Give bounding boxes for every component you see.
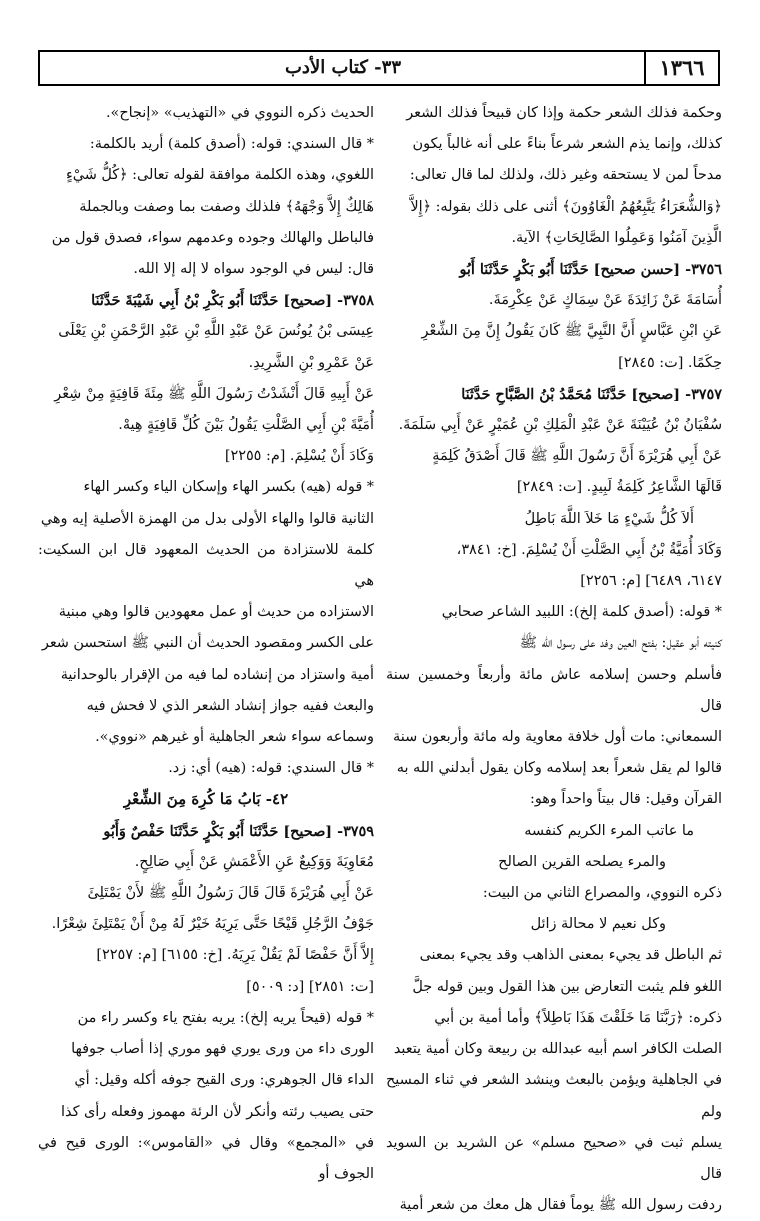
page-header [38, 50, 720, 86]
hadith-text-line: عَنْ عَمْرِو بْنِ الشَّرِيدِ. [248, 354, 374, 371]
commentary-line: قال: ليس في الوجود سواه لا إله إلا الله. [133, 261, 374, 278]
chapter-heading: ٤٢- بَابُ مَا كُرِهَ مِنَ الشِّعْرِ [123, 790, 289, 809]
book-title: ٣٣- كتاب الأدب [284, 57, 401, 78]
hadith-text-line: أُمَيَّةَ بْنِ أَبِي الصَّلْتِ يَقُولُ بَيْنَ كُلِّ قَافِيَةٍ هِيهْ. [118, 417, 374, 434]
commentary-line: الثانية قالوا والهاء الأولى بدل من الهمزة الأصلية إيه وهي [40, 510, 374, 527]
poem-verse: أَلاَ كُلُّ شَيْءٍ مَا خَلاَ اللَّهَ بَاطِلُ [524, 510, 694, 527]
hadith-reference: ٦١٤٧، ٦٤٨٩] [م: ٢٢٥٦] [580, 573, 722, 590]
hadith-text-line: عَنِ ابْنِ عَبَّاسٍ أَنَّ النَّبِيَّ ﷺ كَانَ يَقُولُ إِنَّ مِنَ الشِّعْرِ [421, 323, 722, 340]
commentary-line: ثم الباطل قد يجيء بمعنى الذاهب وقد يجيء بمعنى [419, 947, 722, 964]
poem-verse: ما عاتب المرء الكريم كنفسه [524, 822, 694, 839]
commentary-line: أمية واستزاد من إنشاده لما فيه من الإقرار بالوحدانية [60, 666, 374, 683]
commentary-line: * قوله (هيه) بكسر الهاء وإسكان الياء وكسر الهاء [83, 479, 374, 496]
poem-verse: والمرء يصلحه القرين الصالح [498, 853, 666, 870]
hadith-reference: [ت: ٢٨٥١] [د: ٥٠٠٩] [246, 978, 374, 995]
hadith-reference: قَالَهَا الشَّاعِرُ كَلِمَةُ لَبِيدٍ. [ت: ٢٨٤٩] [516, 479, 722, 496]
hadith-text-line: جَوْفُ الرَّجُلِ قَيْحًا حَتَّى يَرِيَهُ خَيْرٌ لَهُ مِنْ أَنْ يَمْتَلِئَ شِعْرًا. [51, 916, 374, 933]
commentary-line: قالوا لم يقل شعراً بعد إسلامه وكان يقول أبدلني الله به [396, 760, 722, 777]
commentary-line: * قوله: (أصدق كلمة إلخ): اللبيد الشاعر صحابي [441, 604, 722, 621]
commentary-line: على الكسر ومقصود الحديث أن النبي ﷺ استحسن شعر [41, 635, 374, 652]
commentary-line: * قوله (قيحاً يريه إلخ): يريه بفتح ياء وكسر راء من [77, 1009, 374, 1026]
hadith-reference: وَكَادَ أَنْ يُسْلِمَ. [م: ٢٢٥٥] [224, 448, 374, 465]
commentary-line: الصلت الكافر اسم أبيه عبدالله بن ربيعة وكان أمية يتعبد [393, 1041, 722, 1058]
commentary-line: ذكره: ﴿رَبَّنَا مَا خَلَقْتَ هَذَا بَاطِلاً﴾ وأما أمية بن أبي [434, 1009, 722, 1026]
commentary-line: * قال السندي: قوله: (هيه) أي: زد. [168, 760, 374, 777]
commentary-line: فالباطل والهالك وجوده وعدمهم سواء، فصدق قول من [51, 229, 374, 246]
hadith-text-line: عَنْ أَبِيهِ قَالَ أَنْشَدْتُ رَسُولَ اللَّهِ ﷺ مِئَةَ قَافِيَةٍ مِنْ شِعْرِ [54, 385, 374, 402]
text-line: كذلك، وإنما يذم الشعر شرعاً بناءً على أنه غالباً يكون [412, 136, 722, 153]
commentary-line: هَالِكٌ إِلاَّ وَجْهَهُ﴾ فلذلك وصفت بما وصفت وبالجملة [79, 198, 374, 215]
text-line: وحكمة فذلك الشعر حكمة وإذا كان قبيحاً فذلك الشعر [406, 105, 722, 121]
commentary-line: القرآن وقيل: قال بيتاً واحداً وهو: [530, 791, 722, 808]
page-number: ١٣٦٦ [644, 52, 718, 84]
commentary-line: والبعث ففيه جواز إنشاد الشعر الذي لا فحش فيه [86, 697, 374, 714]
hadith-text-line: وَكَادَ أُمَيَّةُ بْنُ أَبِي الصَّلْتِ أَنْ يُسْلِمَ. [خ: ٣٨٤١، [456, 541, 722, 558]
commentary-line: في الجاهلية ويؤمن بالبعث وينشد الشعر في ثناء المسيح ولم [386, 1072, 722, 1120]
hadith-3759-isnad: ٣٧٥٩- [صحيح] حَدَّثَنَا أَبُو بَكْرٍ حَدَّثَنَا حَفْصٌ وَأَبُو [103, 822, 374, 840]
commentary-line: الداء قال الجوهري: ورى القيح جوفه أكله وقيل: أي [74, 1072, 374, 1089]
hadith-text-line: عِيسَى بْنُ يُونُسَ عَنْ عَبْدِ اللَّهِ بْنِ عَبْدِ الرَّحْمَنِ بْنِ يَعْلَى [58, 323, 374, 340]
hadith-text-line: عَنْ أَبِي هُرَيْرَةَ قَالَ قَالَ رَسُولُ اللَّهِ ﷺ لأَنْ يَمْتَلِئَ [87, 885, 374, 902]
commentary-line: اللغوي، وهذه الكلمة موافقة لقوله تعالى: ﴿كُلُّ شَيْءٍ [66, 167, 374, 184]
text-line: مدحاً لمن لا يستحقه وغير ذلك، ولذلك لما قال تعالى: [409, 167, 722, 184]
commentary-line: اللغو فلم يثبت التعارض بين هذا القول وبين قوله جلَّ [412, 978, 722, 995]
right-column [386, 98, 722, 1221]
hadith-3757-isnad: ٣٧٥٧- [صحيح] حَدَّثَنَا مُحَمَّدُ بْنُ الصَّبَّاحِ حَدَّثَنَا [461, 385, 722, 403]
commentary-line: السمعاني: مات أول خلافة معاوية وله مائة وأربعون سنة [393, 729, 722, 746]
hadith-3756-isnad: ٣٧٥٦- [حسن صحيح] حَدَّثَنَا أَبُو بَكْرٍ حَدَّثَنَا أَبُو [459, 261, 722, 279]
hadith-reference: إِلاَّ أَنَّ حَفْصًا لَمْ يَقُلْ يَرِيَهُ. [خ: ٦١٥٥] [م: ٢٢٥٧] [96, 947, 374, 964]
left-column [38, 98, 374, 1190]
commentary-line: الحديث ذكره النووي في «التهذيب» «إنجاح». [105, 105, 374, 121]
quran-verse-line: ﴿وَالشُّعَرَاءُ يَتَّبِعُهُمُ الْغَاوُونَ﴾ أثنى على ذلك بقوله: ﴿إِلاَّ [410, 198, 722, 215]
commentary-line: وسماعه سواء شعر الجاهلية أو غيرهم «نووي». [95, 729, 374, 746]
commentary-line: في «المجمع» وقال في «القاموس»: الورى قيح في الجوف أو [38, 1134, 374, 1182]
commentary-line: ذكره النووي، والمصراع الثاني من البيت: [482, 885, 722, 902]
commentary-line: حتى يصيب رئته وأنكر لأن الرئة مهموز وفعله رأى كذا [61, 1103, 374, 1120]
commentary-line: يسلم ثبت في «صحيح مسلم» عن الشريد بن السويد قال [386, 1134, 722, 1182]
poem-verse: وكل نعيم لا محالة زائل [530, 916, 666, 933]
quran-verse-line: الَّذِينَ آمَنُوا وَعَمِلُوا الصَّالِحَاتِ﴾ الآية. [511, 229, 722, 246]
commentary-line: الاستزاده من حديث أو عمل معهودين قالوا وهي مبنية [58, 604, 374, 621]
hadith-text-line: سُفْيَانُ بْنُ عُيَيْنَةَ عَنْ عَبْدِ الْمَلِكِ بْنِ عُمَيْرٍ عَنْ أَبِي سَلَمَةَ. [398, 417, 722, 434]
hadith-reference: حِكَمًا. [ت: ٢٨٤٥] [618, 354, 722, 371]
hadith-3758-isnad: ٣٧٥٨- [صحيح] حَدَّثَنَا أَبُو بَكْرِ بْنُ أَبِي شَيْبَةَ حَدَّثَنَا [91, 292, 374, 310]
commentary-line: فأسلم وحسن إسلامه عاش مائة وأربعاً وخمسين سنة قال [386, 666, 722, 714]
hadith-text-line: مُعَاوِيَةَ وَوَكِيعٌ عَنِ الأَعْمَشِ عَنْ أَبِي صَالِحٍ. [134, 853, 374, 870]
hadith-text-line: أُسَامَةَ عَنْ زَائِدَةَ عَنْ سِمَاكٍ عَنْ عِكْرِمَةَ. [488, 292, 722, 309]
commentary-line: كنيته أبو عقيل: بفتح العين وفد على رسول الله ﷺ [519, 635, 722, 652]
hadith-text-line: عَنْ أَبِي هُرَيْرَةَ أَنَّ رَسُولَ اللَّهِ ﷺ قَالَ أَصْدَقُ كَلِمَةٍ [432, 448, 722, 465]
commentary-line: ردفت رسول الله ﷺ يوماً فقال هل معك من شعر أمية [399, 1197, 722, 1214]
commentary-line: كلمة للاستزادة من الحديث المعهود قال ابن السكيت: هي [38, 541, 374, 590]
commentary-line: * قال السندي: قوله: (أصدق كلمة) أريد بالكلمة: [89, 136, 374, 153]
commentary-line: الورى داء من ورى يوري فهو موري إذا أصاب جوفها [71, 1041, 374, 1058]
